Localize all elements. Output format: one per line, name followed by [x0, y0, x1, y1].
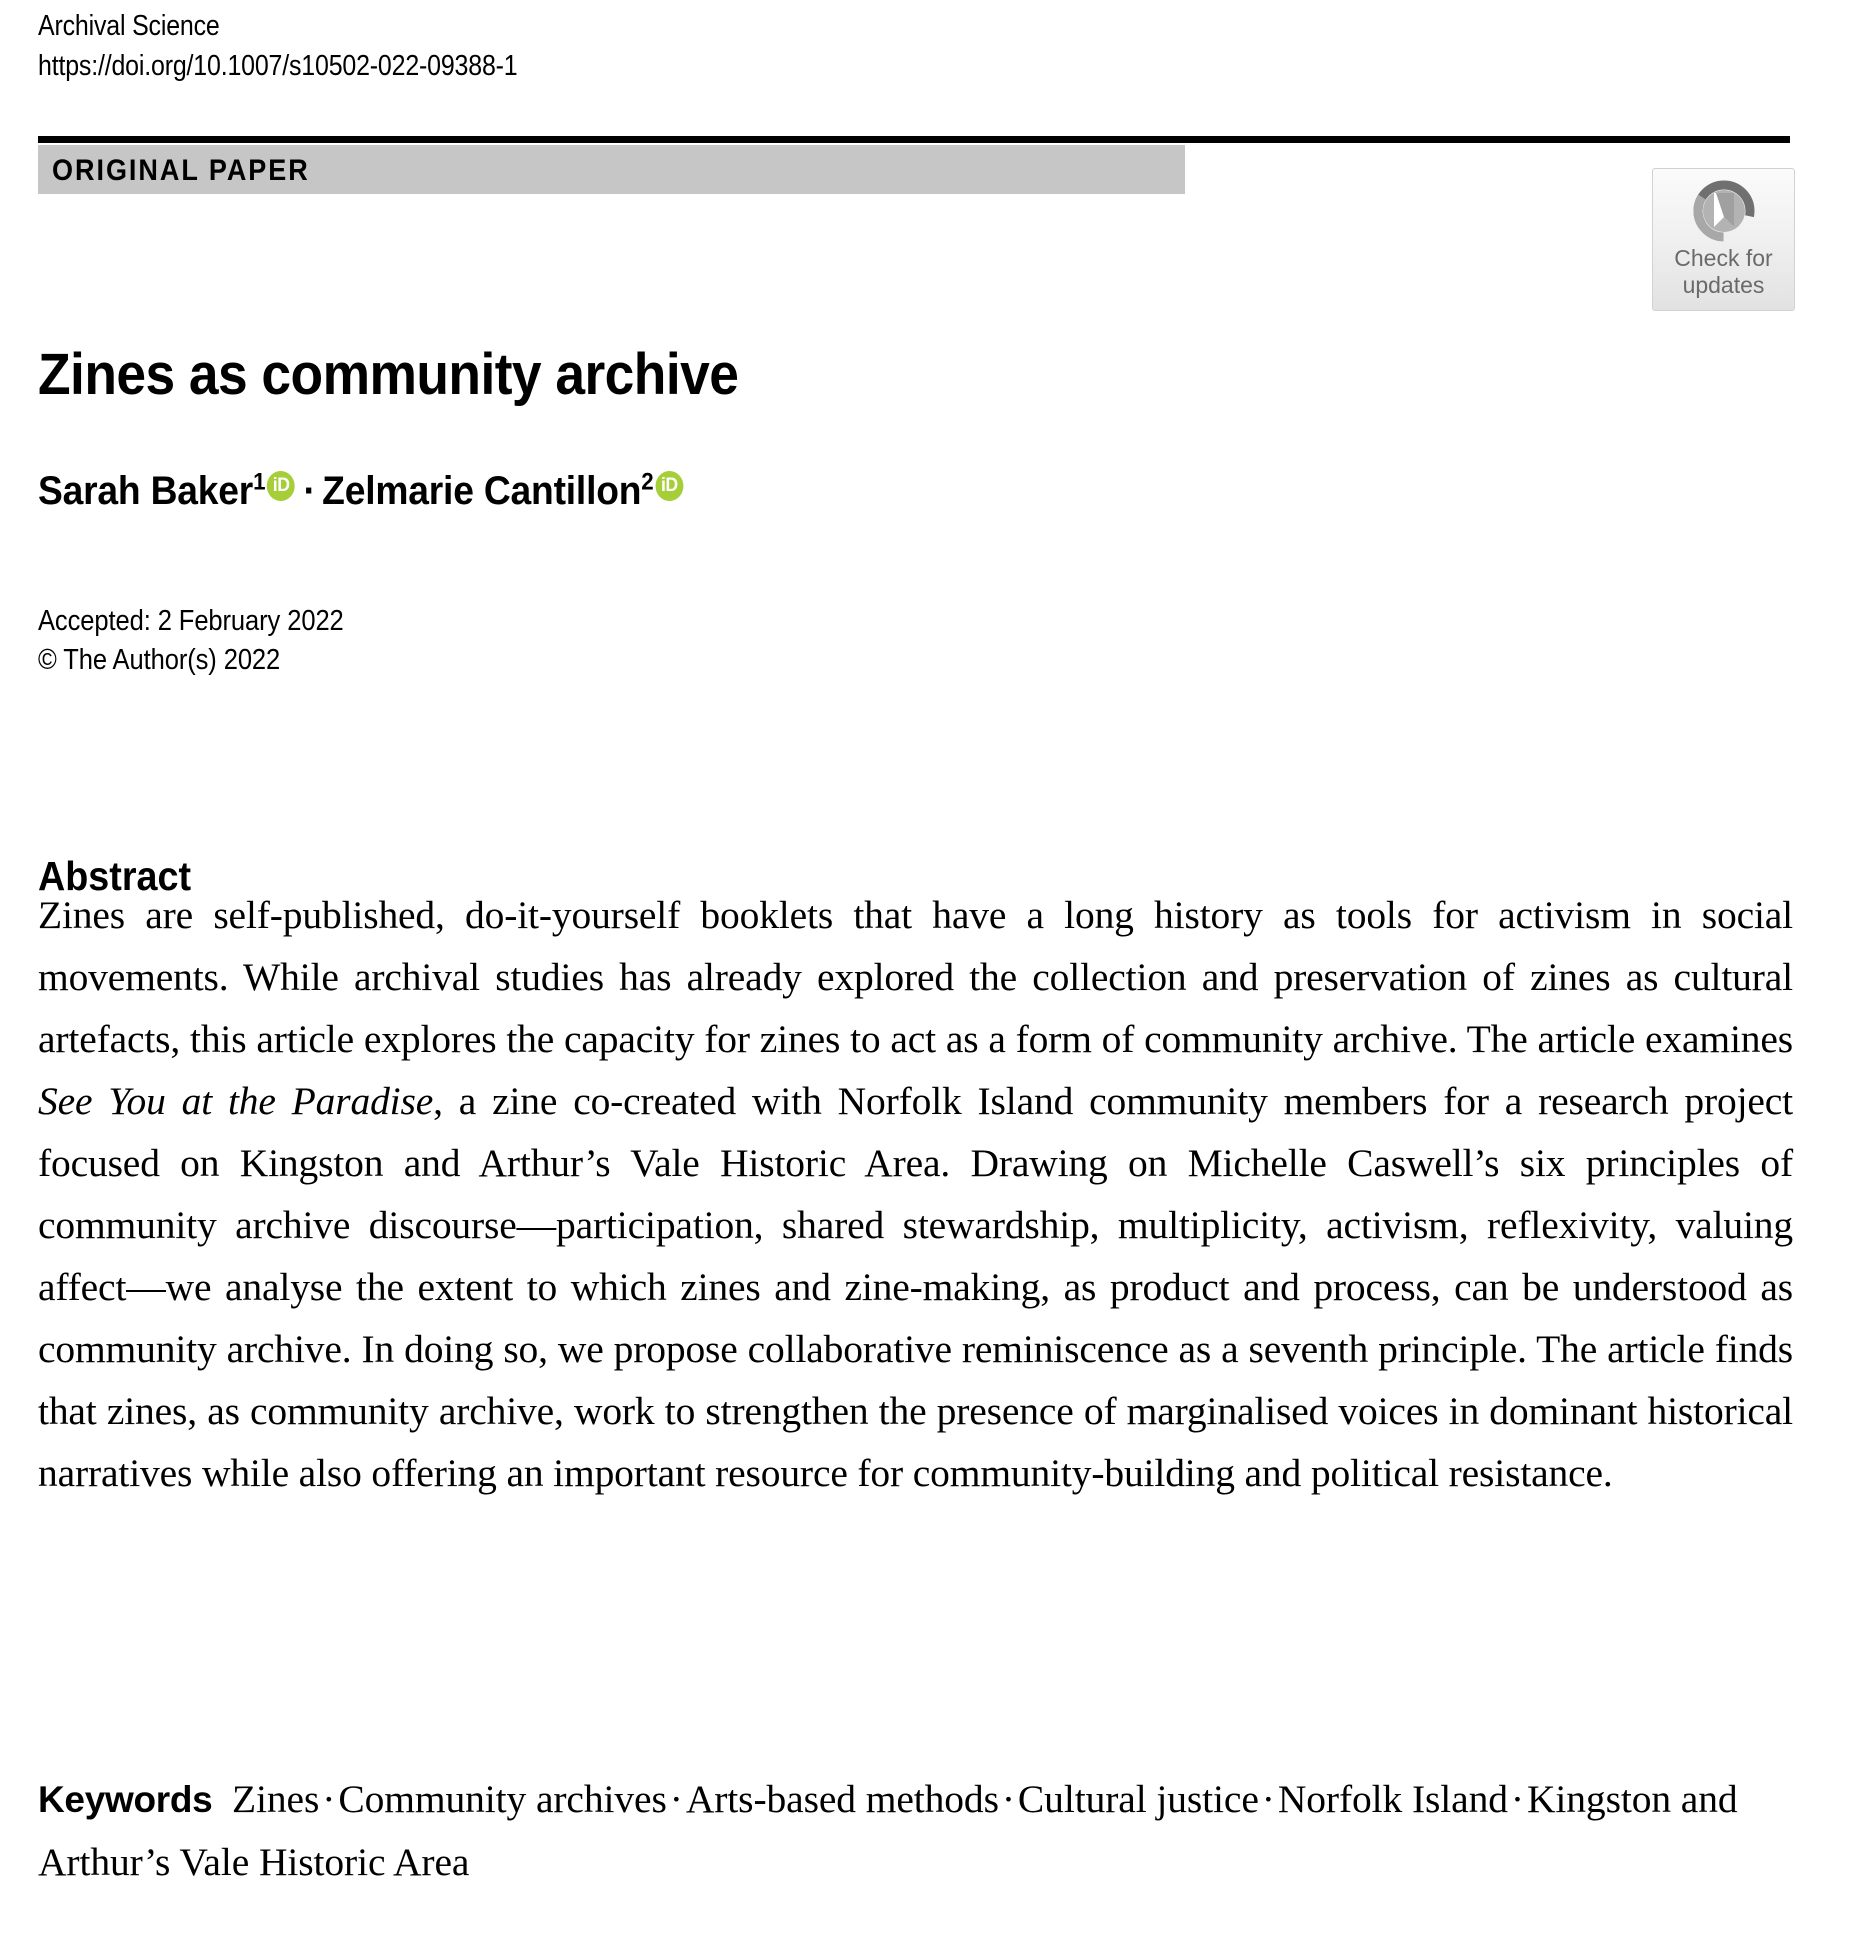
orcid-icon-1[interactable]	[267, 471, 295, 501]
keyword-item: Norfolk Island	[1277, 1777, 1508, 1821]
doi-link[interactable]: https://doi.org/10.1007/s10502-022-09388-1	[38, 50, 518, 82]
author-name-2: Zelmarie Cantillon	[322, 469, 642, 513]
keyword-item: Cultural justice	[1017, 1777, 1259, 1821]
keyword-separator: ·	[1510, 1777, 1524, 1821]
orcid-icon-2[interactable]	[655, 471, 683, 501]
author-separator: ·	[303, 469, 316, 513]
keyword-separator: ·	[669, 1777, 683, 1821]
author-name-1: Sarah Baker	[38, 469, 254, 513]
page-title: Zines as community archive	[38, 341, 739, 407]
accepted-date: Accepted: 2 February 2022	[38, 605, 344, 637]
journal-header	[38, 6, 1238, 86]
author-list	[38, 465, 1526, 517]
keyword-item: Community archives	[338, 1777, 667, 1821]
keyword-item: Kingston and Arthur’s Vale Historic Area	[38, 1777, 1738, 1884]
author-affiliation-marker-1: 1	[253, 468, 266, 496]
abstract-text-part2: , a zine co-created with Norfolk Island community members for a research project focused on Kingston and Arthur’s Vale Historic Area. Drawing on Michelle Caswell’s six principles of community archive discourse—participation, shared stewardship, multiplicity, activism, reflexivity, valuing affect—we analyse the extent to which zines and zine-making, as product and process, can be understood as community archive. In doing so, we propose collaborative reminiscence as a seventh principle. The article finds that zines, as community archive, work to strengthen the presence of marginalised voices in dominant historical narratives while also offering an important resource for community-building and political resistance.	[38, 1079, 1793, 1495]
crossmark-bookmark-icon	[1691, 178, 1757, 244]
header-rule	[38, 136, 1790, 143]
abstract-text-part1: Zines are self-published, do-it-yourself booklets that have a long history as tools for activism in social movements. While archival studies has already explored the collection and preservation of zines as cultural artefacts, this article explores the capacity for zines to act as a form of community archive. The article examines	[38, 893, 1793, 1061]
orcid-icon-label-1: iD	[272, 475, 290, 496]
keyword-item: Arts-based methods	[685, 1777, 999, 1821]
abstract-heading: Abstract	[38, 853, 192, 900]
keywords-label: Keywords	[38, 1779, 213, 1820]
copyright-line: © The Author(s) 2022	[38, 644, 281, 676]
author-affiliation-marker-2: 2	[641, 468, 654, 496]
keyword-separator: ·	[1261, 1777, 1275, 1821]
keywords-section	[38, 1768, 1798, 1893]
author-entry-1	[38, 469, 297, 513]
journal-name: Archival Science	[38, 10, 220, 42]
paper-type-label: ORIGINAL PAPER	[52, 154, 310, 187]
keyword-item: Zines	[232, 1777, 320, 1821]
publication-info	[38, 602, 938, 680]
check-for-updates-line2: updates	[1682, 272, 1765, 298]
orcid-icon-label-2: iD	[660, 475, 678, 496]
author-entry-2	[322, 469, 685, 513]
check-for-updates-line1: Check for	[1674, 245, 1773, 271]
keyword-separator: ·	[322, 1777, 336, 1821]
check-for-updates-badge[interactable]	[1652, 168, 1795, 311]
abstract-zine-title: See You at the Paradise	[38, 1079, 434, 1123]
abstract-body	[38, 884, 1793, 1504]
keyword-separator: ·	[1001, 1777, 1015, 1821]
